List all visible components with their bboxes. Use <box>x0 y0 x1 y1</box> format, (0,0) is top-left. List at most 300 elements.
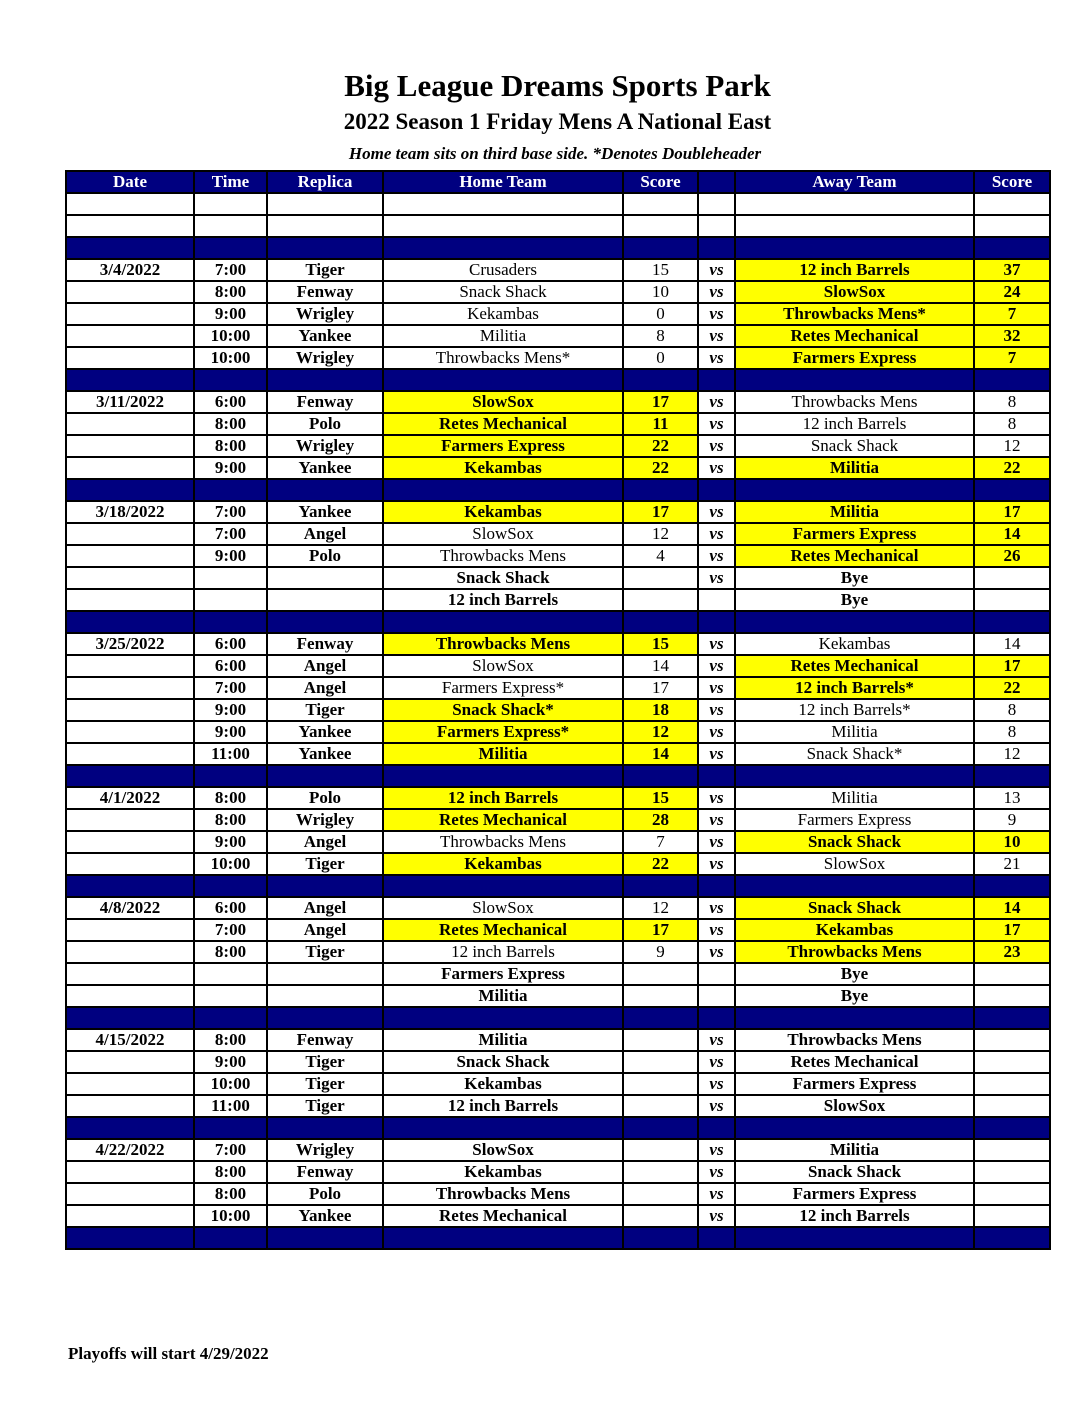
cell-replica: Angel <box>267 831 383 853</box>
cell-away-score <box>974 1139 1050 1161</box>
cell-home-score <box>623 479 698 501</box>
cell-home-score: 15 <box>623 633 698 655</box>
week-separator <box>66 765 1050 787</box>
table-row <box>66 545 1050 567</box>
table-row <box>66 303 1050 325</box>
cell-away-score <box>974 193 1050 215</box>
cell-date <box>66 1007 194 1029</box>
cell-home-team: Retes Mechanical <box>383 413 623 435</box>
cell-time: 10:00 <box>194 1073 267 1095</box>
table-row <box>66 391 1050 413</box>
cell-away-team: SlowSox <box>735 1095 974 1117</box>
cell-away-score: 17 <box>974 919 1050 941</box>
cell-date <box>66 1117 194 1139</box>
cell-home-team <box>383 193 623 215</box>
cell-away-team <box>735 369 974 391</box>
table-row <box>66 281 1050 303</box>
cell-home-team: Throwbacks Mens <box>383 545 623 567</box>
cell-date <box>66 215 194 237</box>
cell-date <box>66 1161 194 1183</box>
cell-replica <box>267 479 383 501</box>
cell-away-score <box>974 479 1050 501</box>
cell-date <box>66 1073 194 1095</box>
cell-vs: vs <box>698 1161 735 1183</box>
cell-away-team: Militia <box>735 787 974 809</box>
cell-home-team: Militia <box>383 985 623 1007</box>
cell-away-team: Farmers Express <box>735 809 974 831</box>
cell-date <box>66 281 194 303</box>
cell-time: 8:00 <box>194 809 267 831</box>
table-row <box>66 699 1050 721</box>
table-row <box>66 501 1050 523</box>
cell-away-team: Militia <box>735 721 974 743</box>
cell-home-team: Kekambas <box>383 303 623 325</box>
cell-away-score <box>974 589 1050 611</box>
cell-time: 7:00 <box>194 501 267 523</box>
cell-home-score: 15 <box>623 259 698 281</box>
cell-replica: Tiger <box>267 853 383 875</box>
cell-replica: Tiger <box>267 259 383 281</box>
cell-home-score <box>623 369 698 391</box>
cell-home-score: 0 <box>623 303 698 325</box>
cell-time: 10:00 <box>194 325 267 347</box>
cell-home-team: Kekambas <box>383 1073 623 1095</box>
cell-away-team: Farmers Express <box>735 523 974 545</box>
cell-away-score: 37 <box>974 259 1050 281</box>
schedule-table <box>65 170 1051 1250</box>
cell-away-team: Snack Shack <box>735 435 974 457</box>
cell-home-team: Farmers Express <box>383 963 623 985</box>
cell-vs <box>698 875 735 897</box>
cell-time: 8:00 <box>194 941 267 963</box>
cell-away-team <box>735 875 974 897</box>
cell-vs: vs <box>698 1029 735 1051</box>
cell-replica: Tiger <box>267 1073 383 1095</box>
table-row <box>66 853 1050 875</box>
cell-replica: Wrigley <box>267 809 383 831</box>
cell-away-score: 10 <box>974 831 1050 853</box>
cell-away-score <box>974 1161 1050 1183</box>
cell-away-team: Militia <box>735 457 974 479</box>
cell-away-team: Snack Shack <box>735 831 974 853</box>
cell-time: 9:00 <box>194 1051 267 1073</box>
cell-away-team: Bye <box>735 589 974 611</box>
cell-vs: vs <box>698 567 735 589</box>
cell-away-score <box>974 611 1050 633</box>
blank-row <box>66 193 1050 215</box>
cell-vs: vs <box>698 1051 735 1073</box>
week-separator <box>66 1007 1050 1029</box>
cell-vs <box>698 237 735 259</box>
cell-replica: Wrigley <box>267 347 383 369</box>
cell-vs <box>698 369 735 391</box>
cell-away-score: 17 <box>974 655 1050 677</box>
cell-time <box>194 479 267 501</box>
cell-replica: Yankee <box>267 743 383 765</box>
week-separator <box>66 237 1050 259</box>
cell-date: 3/18/2022 <box>66 501 194 523</box>
table-row <box>66 1205 1050 1227</box>
cell-home-score: 17 <box>623 919 698 941</box>
cell-vs <box>698 589 735 611</box>
cell-home-score <box>623 193 698 215</box>
cell-away-score: 17 <box>974 501 1050 523</box>
cell-away-score <box>974 1095 1050 1117</box>
cell-home-team <box>383 611 623 633</box>
cell-date <box>66 1227 194 1249</box>
cell-time <box>194 1227 267 1249</box>
cell-home-team: Kekambas <box>383 853 623 875</box>
cell-replica: Tiger <box>267 1095 383 1117</box>
cell-away-team: Farmers Express <box>735 1073 974 1095</box>
cell-home-team: 12 inch Barrels <box>383 1095 623 1117</box>
cell-away-score: 7 <box>974 303 1050 325</box>
cell-home-score <box>623 589 698 611</box>
cell-away-score: 23 <box>974 941 1050 963</box>
week-separator <box>66 611 1050 633</box>
cell-replica: Yankee <box>267 1205 383 1227</box>
cell-away-team: Retes Mechanical <box>735 655 974 677</box>
cell-date <box>66 545 194 567</box>
week-separator <box>66 369 1050 391</box>
cell-time <box>194 567 267 589</box>
cell-away-score: 9 <box>974 809 1050 831</box>
cell-vs: vs <box>698 325 735 347</box>
cell-away-score <box>974 1051 1050 1073</box>
cell-away-score: 22 <box>974 457 1050 479</box>
cell-away-score: 12 <box>974 435 1050 457</box>
cell-replica: Fenway <box>267 1029 383 1051</box>
cell-away-team: Throwbacks Mens <box>735 391 974 413</box>
header-row <box>66 171 1050 193</box>
table-row <box>66 1183 1050 1205</box>
table-row <box>66 677 1050 699</box>
cell-date <box>66 809 194 831</box>
cell-home-score <box>623 1095 698 1117</box>
cell-replica <box>267 1007 383 1029</box>
cell-time: 7:00 <box>194 919 267 941</box>
cell-replica <box>267 1227 383 1249</box>
cell-home-team <box>383 369 623 391</box>
header-home-team: Home Team <box>383 171 623 193</box>
cell-home-team: SlowSox <box>383 655 623 677</box>
cell-home-team <box>383 479 623 501</box>
cell-home-score: 17 <box>623 501 698 523</box>
cell-away-score <box>974 215 1050 237</box>
cell-replica: Wrigley <box>267 435 383 457</box>
cell-home-team: Farmers Express <box>383 435 623 457</box>
table-row <box>66 1161 1050 1183</box>
cell-replica: Tiger <box>267 1051 383 1073</box>
cell-home-team: Farmers Express* <box>383 677 623 699</box>
cell-away-score <box>974 567 1050 589</box>
cell-time: 8:00 <box>194 281 267 303</box>
table-row <box>66 963 1050 985</box>
cell-vs: vs <box>698 831 735 853</box>
cell-replica <box>267 589 383 611</box>
cell-vs: vs <box>698 259 735 281</box>
cell-away-team <box>735 611 974 633</box>
cell-home-team: Throwbacks Mens <box>383 831 623 853</box>
cell-date: 3/11/2022 <box>66 391 194 413</box>
cell-home-score: 9 <box>623 941 698 963</box>
cell-away-score: 12 <box>974 743 1050 765</box>
cell-home-score: 12 <box>623 523 698 545</box>
cell-vs <box>698 611 735 633</box>
cell-vs <box>698 985 735 1007</box>
cell-replica: Angel <box>267 919 383 941</box>
cell-away-score <box>974 1227 1050 1249</box>
cell-vs: vs <box>698 853 735 875</box>
cell-vs: vs <box>698 457 735 479</box>
cell-away-score: 13 <box>974 787 1050 809</box>
cell-replica: Fenway <box>267 391 383 413</box>
cell-vs: vs <box>698 633 735 655</box>
cell-date <box>66 1051 194 1073</box>
header-home-score: Score <box>623 171 698 193</box>
cell-home-team: Kekambas <box>383 501 623 523</box>
cell-home-score: 10 <box>623 281 698 303</box>
cell-time: 10:00 <box>194 853 267 875</box>
cell-away-score: 26 <box>974 545 1050 567</box>
cell-home-team: Throwbacks Mens* <box>383 347 623 369</box>
cell-away-team: Kekambas <box>735 919 974 941</box>
cell-time: 7:00 <box>194 1139 267 1161</box>
cell-vs: vs <box>698 545 735 567</box>
cell-away-team <box>735 765 974 787</box>
cell-home-team <box>383 765 623 787</box>
cell-away-score: 32 <box>974 325 1050 347</box>
header-replica: Replica <box>267 171 383 193</box>
cell-time: 9:00 <box>194 303 267 325</box>
cell-date <box>66 611 194 633</box>
cell-home-score: 18 <box>623 699 698 721</box>
cell-replica <box>267 963 383 985</box>
cell-home-score <box>623 1029 698 1051</box>
table-row <box>66 259 1050 281</box>
table-row <box>66 347 1050 369</box>
cell-home-score <box>623 1073 698 1095</box>
cell-away-team: Farmers Express <box>735 347 974 369</box>
cell-date <box>66 765 194 787</box>
cell-replica <box>267 237 383 259</box>
cell-time <box>194 765 267 787</box>
cell-time: 9:00 <box>194 831 267 853</box>
table-row <box>66 1139 1050 1161</box>
cell-home-score: 12 <box>623 897 698 919</box>
week-separator <box>66 1117 1050 1139</box>
cell-away-team <box>735 1227 974 1249</box>
cell-home-team: SlowSox <box>383 523 623 545</box>
cell-home-team: Militia <box>383 325 623 347</box>
cell-time: 9:00 <box>194 721 267 743</box>
cell-home-score <box>623 875 698 897</box>
cell-replica: Yankee <box>267 721 383 743</box>
cell-date <box>66 193 194 215</box>
cell-vs <box>698 765 735 787</box>
cell-replica: Polo <box>267 545 383 567</box>
cell-date <box>66 523 194 545</box>
cell-home-score: 22 <box>623 435 698 457</box>
cell-away-score: 8 <box>974 413 1050 435</box>
cell-replica: Fenway <box>267 281 383 303</box>
cell-home-score: 22 <box>623 457 698 479</box>
cell-time: 8:00 <box>194 787 267 809</box>
cell-date <box>66 963 194 985</box>
cell-away-score: 21 <box>974 853 1050 875</box>
cell-away-team: 12 inch Barrels <box>735 1205 974 1227</box>
cell-vs: vs <box>698 897 735 919</box>
blank-row <box>66 215 1050 237</box>
cell-date <box>66 1095 194 1117</box>
cell-away-score <box>974 1007 1050 1029</box>
cell-replica <box>267 369 383 391</box>
cell-vs <box>698 215 735 237</box>
cell-time: 9:00 <box>194 457 267 479</box>
cell-home-team: Militia <box>383 1029 623 1051</box>
table-row <box>66 435 1050 457</box>
cell-vs <box>698 479 735 501</box>
table-row <box>66 985 1050 1007</box>
cell-vs: vs <box>698 809 735 831</box>
cell-time <box>194 237 267 259</box>
cell-replica <box>267 1117 383 1139</box>
cell-away-score: 14 <box>974 633 1050 655</box>
header-away-score: Score <box>974 171 1050 193</box>
cell-away-team: Retes Mechanical <box>735 1051 974 1073</box>
cell-replica: Fenway <box>267 633 383 655</box>
cell-date <box>66 347 194 369</box>
cell-date <box>66 1183 194 1205</box>
cell-date <box>66 479 194 501</box>
cell-home-score <box>623 963 698 985</box>
cell-time: 6:00 <box>194 897 267 919</box>
cell-date <box>66 369 194 391</box>
cell-away-score <box>974 875 1050 897</box>
cell-home-score <box>623 765 698 787</box>
cell-date: 4/22/2022 <box>66 1139 194 1161</box>
header-date: Date <box>66 171 194 193</box>
cell-home-team: SlowSox <box>383 1139 623 1161</box>
cell-time: 6:00 <box>194 633 267 655</box>
table-row <box>66 1073 1050 1095</box>
cell-vs <box>698 193 735 215</box>
table-row <box>66 1029 1050 1051</box>
cell-vs: vs <box>698 1205 735 1227</box>
cell-date <box>66 677 194 699</box>
cell-home-score: 17 <box>623 391 698 413</box>
cell-away-team: Kekambas <box>735 633 974 655</box>
cell-away-score: 14 <box>974 897 1050 919</box>
cell-away-team: Throwbacks Mens* <box>735 303 974 325</box>
cell-vs: vs <box>698 435 735 457</box>
cell-vs <box>698 1007 735 1029</box>
cell-time <box>194 1007 267 1029</box>
cell-away-score <box>974 1073 1050 1095</box>
cell-date <box>66 699 194 721</box>
cell-home-team: 12 inch Barrels <box>383 589 623 611</box>
cell-away-score <box>974 765 1050 787</box>
cell-replica: Polo <box>267 413 383 435</box>
cell-time: 8:00 <box>194 1029 267 1051</box>
cell-date <box>66 303 194 325</box>
table-row <box>66 721 1050 743</box>
table-row <box>66 919 1050 941</box>
cell-away-team: Bye <box>735 963 974 985</box>
cell-home-team: Kekambas <box>383 1161 623 1183</box>
cell-away-team: 12 inch Barrels* <box>735 677 974 699</box>
cell-time <box>194 369 267 391</box>
table-row <box>66 655 1050 677</box>
cell-date <box>66 589 194 611</box>
schedule-note: Home team sits on third base side. *Denotes Doubleheader <box>348 144 762 163</box>
cell-home-team: Retes Mechanical <box>383 919 623 941</box>
cell-replica <box>267 875 383 897</box>
cell-home-score <box>623 1051 698 1073</box>
cell-date <box>66 875 194 897</box>
cell-home-score <box>623 237 698 259</box>
cell-replica <box>267 765 383 787</box>
cell-home-team: SlowSox <box>383 897 623 919</box>
cell-replica: Tiger <box>267 941 383 963</box>
cell-date <box>66 721 194 743</box>
cell-away-score <box>974 369 1050 391</box>
table-row <box>66 1095 1050 1117</box>
cell-time: 11:00 <box>194 1095 267 1117</box>
cell-home-team: Militia <box>383 743 623 765</box>
cell-home-team: SlowSox <box>383 391 623 413</box>
cell-vs: vs <box>698 1139 735 1161</box>
cell-date: 3/25/2022 <box>66 633 194 655</box>
cell-vs: vs <box>698 699 735 721</box>
cell-time: 8:00 <box>194 413 267 435</box>
cell-away-score <box>974 1183 1050 1205</box>
cell-away-team <box>735 215 974 237</box>
cell-home-team <box>383 237 623 259</box>
cell-vs: vs <box>698 523 735 545</box>
cell-time: 8:00 <box>194 1161 267 1183</box>
cell-date <box>66 413 194 435</box>
cell-date <box>66 655 194 677</box>
cell-away-team: Retes Mechanical <box>735 325 974 347</box>
cell-home-team: Throwbacks Mens <box>383 1183 623 1205</box>
cell-time: 6:00 <box>194 391 267 413</box>
cell-home-score: 0 <box>623 347 698 369</box>
cell-vs <box>698 1227 735 1249</box>
cell-replica: Polo <box>267 787 383 809</box>
week-separator <box>66 479 1050 501</box>
cell-vs: vs <box>698 1073 735 1095</box>
cell-home-score: 11 <box>623 413 698 435</box>
cell-replica: Angel <box>267 897 383 919</box>
cell-time: 7:00 <box>194 523 267 545</box>
cell-home-team: Snack Shack <box>383 1051 623 1073</box>
cell-home-team: Throwbacks Mens <box>383 633 623 655</box>
cell-home-score: 22 <box>623 853 698 875</box>
cell-time: 6:00 <box>194 655 267 677</box>
cell-away-team: Bye <box>735 985 974 1007</box>
cell-home-team: 12 inch Barrels <box>383 941 623 963</box>
cell-home-score: 17 <box>623 677 698 699</box>
cell-time: 7:00 <box>194 677 267 699</box>
cell-date <box>66 237 194 259</box>
cell-home-score <box>623 1139 698 1161</box>
cell-vs: vs <box>698 413 735 435</box>
cell-home-team: Snack Shack <box>383 567 623 589</box>
cell-time: 7:00 <box>194 259 267 281</box>
cell-away-team <box>735 1117 974 1139</box>
cell-away-score: 14 <box>974 523 1050 545</box>
